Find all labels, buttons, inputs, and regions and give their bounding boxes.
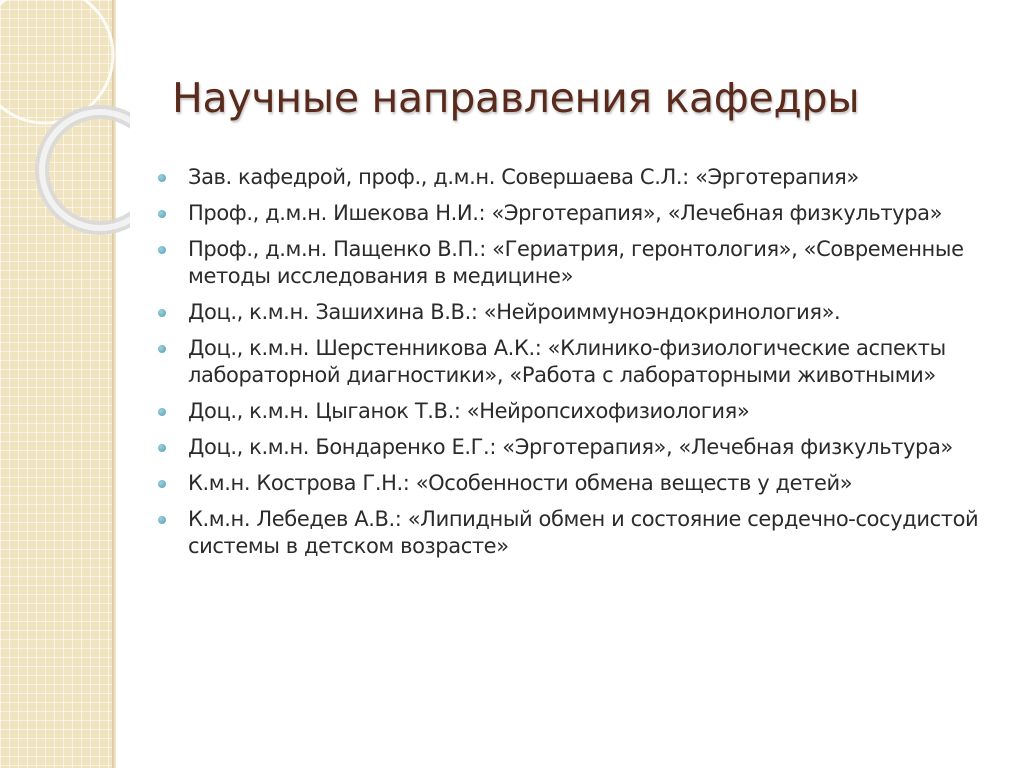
list-item [156, 434, 996, 461]
list-item [156, 236, 996, 290]
list-item-text: Доц., к.м.н. Шерстенникова А.К.: «Клинико-физиологические аспекты лабораторной диагностики», «Работа с лабораторными животными» [188, 336, 946, 387]
list-item [156, 470, 996, 497]
side-pattern-strip [0, 0, 112, 768]
teal-dot-bullet-icon [158, 480, 166, 488]
list-item-text: Доц., к.м.н. Бондаренко Е.Г.: «Эрготерапия», «Лечебная физкультура» [188, 435, 953, 459]
list-item-text: К.м.н. Лебедев А.В.: «Липидный обмен и состояние сердечно-сосудистой системы в детском возрасте» [188, 507, 979, 558]
list-item [156, 398, 996, 425]
slide-title: Научные направления кафедры [172, 74, 860, 122]
list-item-text: К.м.н. Кострова Г.Н.: «Особенности обмена веществ у детей» [188, 471, 853, 495]
list-item-text: Доц., к.м.н. Цыганок Т.В.: «Нейропсихофизиология» [188, 399, 750, 423]
teal-dot-bullet-icon [158, 516, 166, 524]
teal-dot-bullet-icon [158, 345, 166, 353]
list-item-text: Проф., д.м.н. Пащенко В.П.: «Гериатрия, геронтология», «Современные методы исследования в медицине» [188, 237, 964, 288]
teal-dot-bullet-icon [158, 444, 166, 452]
list-item [156, 200, 996, 227]
teal-dot-bullet-icon [158, 246, 166, 254]
list-item-text: Доц., к.м.н. Зашихина В.В.: «Нейроиммуноэндокринология». [188, 300, 841, 324]
teal-dot-bullet-icon [158, 408, 166, 416]
teal-dot-bullet-icon [158, 174, 166, 182]
list-item [156, 164, 996, 191]
list-item [156, 506, 996, 560]
list-item-text: Зав. кафедрой, проф., д.м.н. Совершаева С.Л.: «Эрготерапия» [188, 165, 859, 189]
teal-dot-bullet-icon [158, 210, 166, 218]
side-strip-edge [112, 0, 116, 768]
list-item-text: Проф., д.м.н. Ишекова Н.И.: «Эрготерапия», «Лечебная физкультура» [188, 201, 943, 225]
bullet-list [156, 164, 996, 569]
teal-dot-bullet-icon [158, 309, 166, 317]
list-item [156, 299, 996, 326]
list-item [156, 335, 996, 389]
